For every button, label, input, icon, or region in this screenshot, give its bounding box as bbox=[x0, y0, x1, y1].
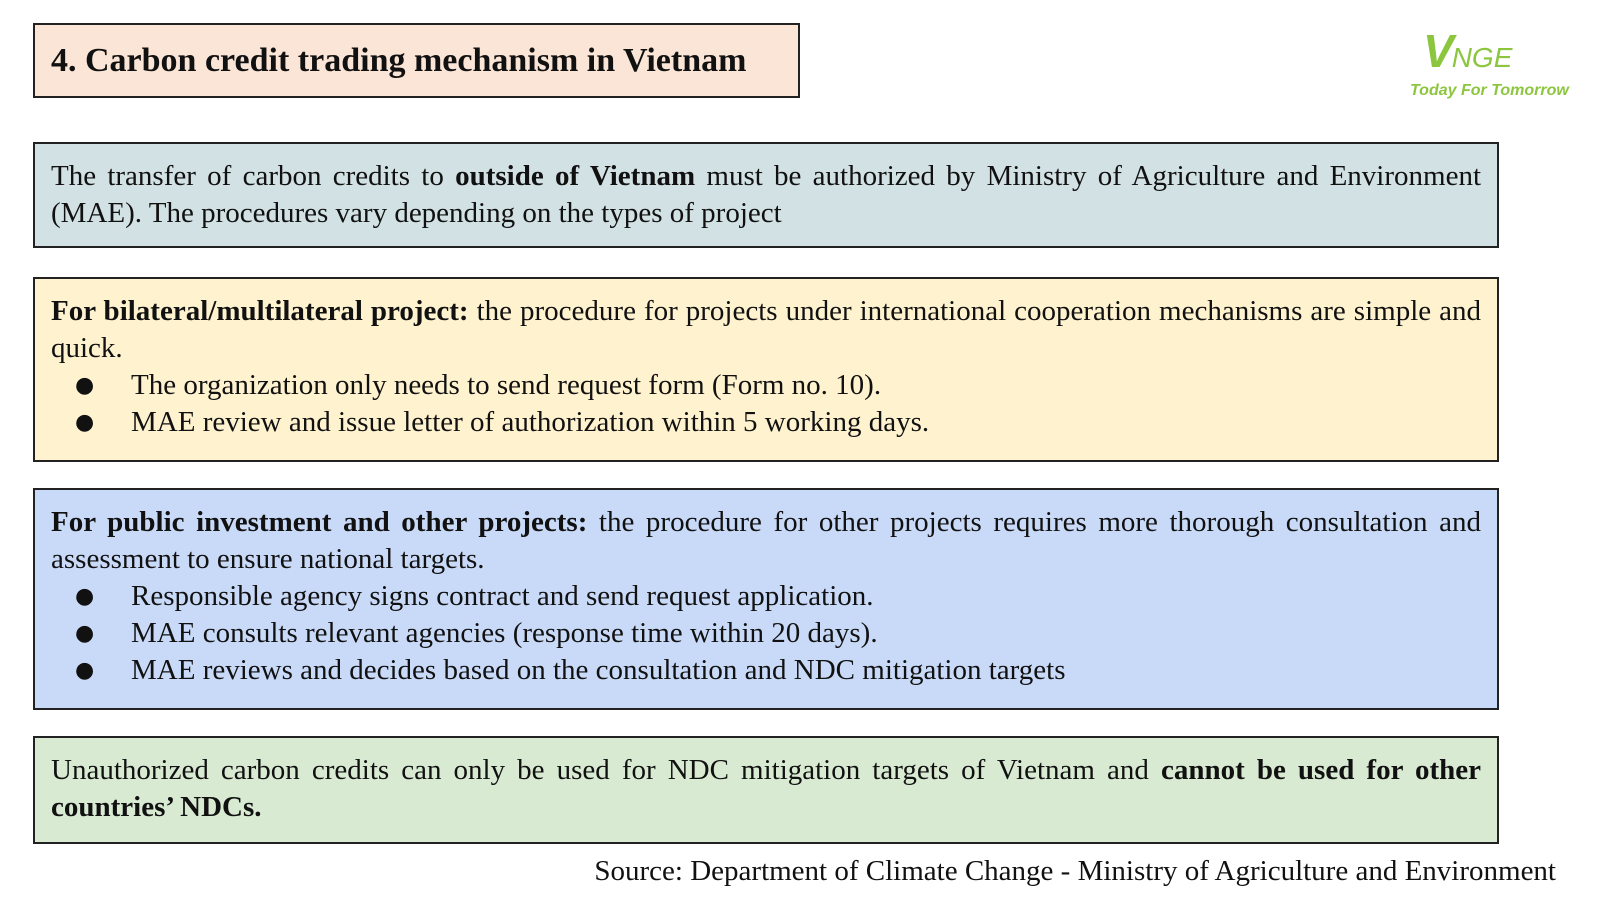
bilateral-intro-text: the procedure for projects under international cooperation mechanisms are simple and quick. bbox=[51, 295, 1481, 364]
public-intro bbox=[51, 504, 1481, 578]
list-item-text: MAE reviews and decides based on the consultation and NDC mitigation targets bbox=[131, 654, 1066, 686]
bilateral-list bbox=[51, 367, 1481, 441]
logo-rest: NGE bbox=[1451, 42, 1513, 73]
bullet-icon: ● bbox=[75, 621, 95, 646]
bilateral-heading: For bilateral/multilateral project: bbox=[51, 295, 469, 327]
bilateral-box bbox=[33, 277, 1499, 462]
bullet-icon: ● bbox=[75, 410, 95, 435]
transfer-text bbox=[51, 158, 1481, 232]
transfer-text-start: The transfer of carbon credits to bbox=[51, 160, 456, 192]
source-citation: Source: Department of Climate Change - Ministry of Agriculture and Environment bbox=[594, 855, 1556, 887]
list-item bbox=[51, 404, 1481, 441]
list-item bbox=[51, 615, 1481, 652]
list-item bbox=[51, 578, 1481, 615]
transfer-text-emphasis: outside of Vietnam bbox=[455, 160, 696, 192]
unauthorized-box bbox=[33, 736, 1499, 844]
bullet-icon: ● bbox=[75, 373, 95, 398]
list-item-text: MAE consults relevant agencies (response time within 20 days). bbox=[131, 617, 878, 649]
bullet-icon: ● bbox=[75, 584, 95, 609]
list-item-text: The organization only needs to send request form (Form no. 10). bbox=[131, 369, 882, 401]
logo-tagline: Today For Tomorrow bbox=[1410, 82, 1569, 99]
public-heading: For public investment and other projects: bbox=[51, 506, 588, 538]
transfer-box bbox=[33, 142, 1499, 248]
list-item-text: MAE review and issue letter of authorization within 5 working days. bbox=[131, 406, 930, 438]
unauthorized-text-start: Unauthorized carbon credits can only be used for NDC mitigation targets of Vietnam and bbox=[51, 754, 1161, 786]
slide-title: 4. Carbon credit trading mechanism in Vietnam bbox=[33, 23, 800, 98]
list-item bbox=[51, 367, 1481, 404]
list-item bbox=[51, 652, 1481, 689]
transfer-text-end: must be authorized by Ministry of Agriculture and Environment (MAE). The procedures vary depending on the types of project bbox=[51, 160, 1482, 229]
public-intro-text: the procedure for other projects requires more thorough consultation and assessment to ensure national targets. bbox=[51, 506, 1481, 575]
public-list bbox=[51, 578, 1481, 689]
logo-initial: V bbox=[1423, 25, 1452, 77]
unauthorized-text-emphasis: cannot be used for other countries’ NDCs. bbox=[51, 754, 1482, 823]
public-investment-box bbox=[33, 488, 1499, 710]
logo-wordmark bbox=[1423, 25, 1513, 77]
bullet-icon: ● bbox=[75, 658, 95, 683]
bilateral-intro bbox=[51, 293, 1481, 367]
unauthorized-text bbox=[51, 752, 1481, 826]
vnge-logo bbox=[1405, 18, 1585, 108]
list-item-text: Responsible agency signs contract and send request application. bbox=[131, 580, 874, 612]
